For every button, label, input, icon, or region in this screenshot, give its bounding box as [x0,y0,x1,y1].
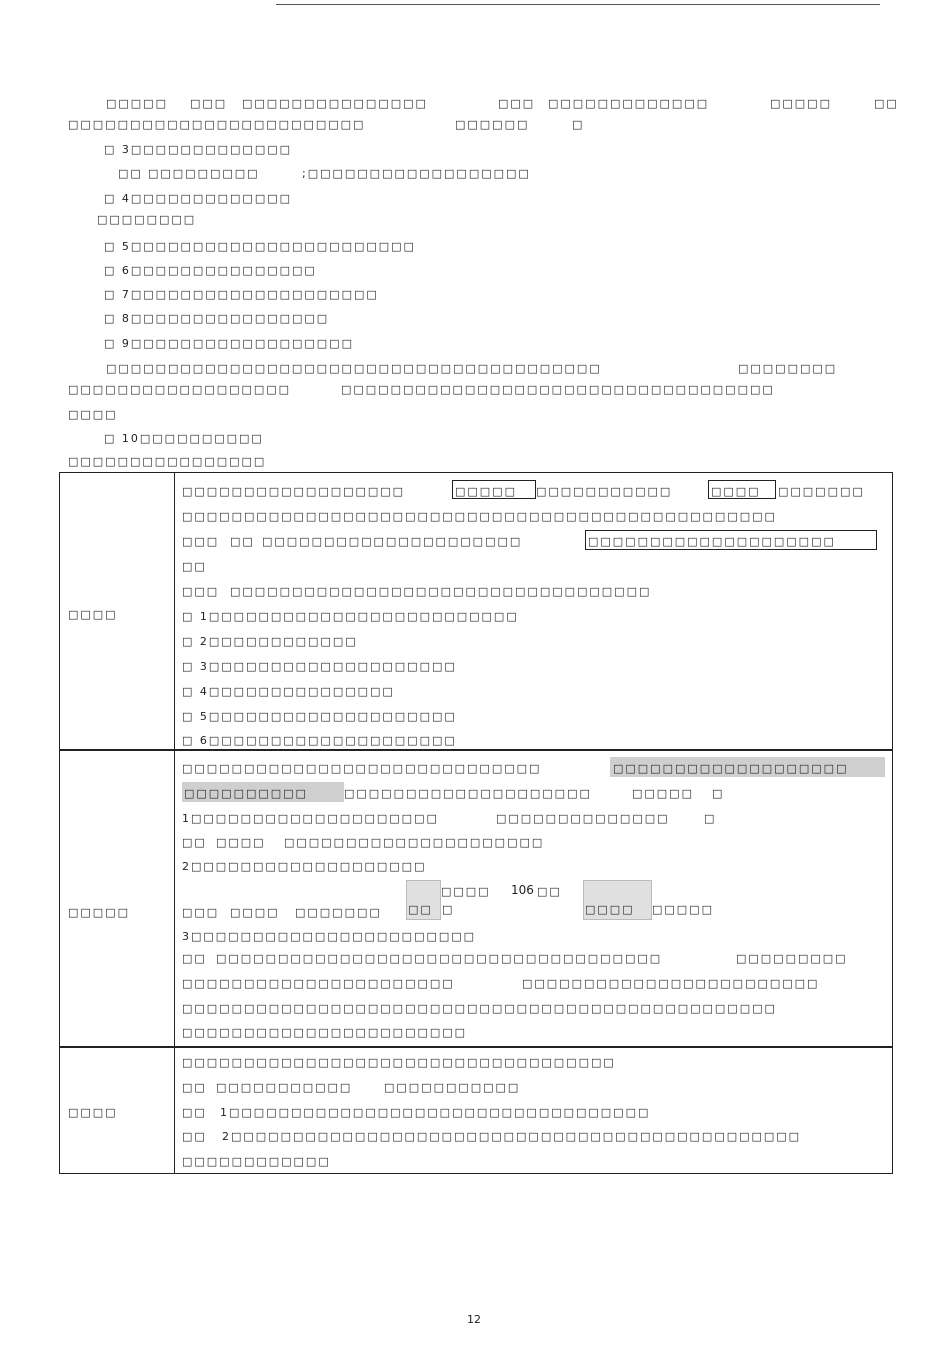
cell-text: □□□□□□□□□□□□□□□□□□□□□□□□ [522,977,820,990]
cell-text: □□□□□□□□□□□□□□□□□□□□□ [262,535,523,548]
cell-text: □ [442,903,455,916]
cell-text: □□□□□□□□□□□□□□□□□□□□□□ [182,977,455,990]
cell-text: □□□□□□□□□□ [184,787,308,800]
intro-text: □□□□□□□□□□□□□□□□□□□□□□□□ [68,118,366,131]
cell-text: □□ [182,1081,207,1094]
intro-text: ;□□□□□□□□□□□□□□□□□□ [302,167,531,180]
cell-text: □□□□□□□□□□□□□□□□□□□□□□□□□□□□□□□□□□ [230,585,652,598]
intro-text: □□□□ [68,408,118,421]
list-item: □ 5□□□□□□□□□□□□□□□□□□□□□□□ [104,240,416,253]
cell-text: □ 4□□□□□□□□□□□□□□□ [182,685,395,698]
cell-text: 3□□□□□□□□□□□□□□□□□□□□□□□ [182,930,477,943]
cell-text: □ 6□□□□□□□□□□□□□□□□□□□□ [182,734,457,747]
header-rule [276,4,880,5]
list-item: □ 8□□□□□□□□□□□□□□□□ [104,312,330,325]
cell-text: □□□□□□□ [778,485,865,498]
intro-text: □□□□□□□□□□□□□ [548,97,710,110]
cell-text: □□ [408,903,433,916]
cell-text: □□ [182,560,207,573]
cell-text: □□□□□ [455,485,517,498]
cell-text: 2□□□□□□□□□□□□□□□□□□□□□□□□□□□□□□□□□□□□□□□□□□□□□□ [222,1130,802,1143]
cell-text: □□□□□□□□□□□□□□□□□□ [182,485,406,498]
cell-text: □□□□□ [652,903,714,916]
intro-text: □□□□□□□□□ [148,167,260,180]
cell-text: □□□□□□□□□□□□□□□□□□□□□□□□□□□□□□□□□□□□□□□□□□□□□□□□ [182,510,777,523]
cell-text: □□□□□□□□□□□□□□□□□□□□ [588,535,836,548]
row-label: □□□□ [68,608,118,621]
cell-text: □□ [182,1106,207,1119]
cell-text: 2□□□□□□□□□□□□□□□□□□□ [182,860,427,873]
row-label: □□□□ [68,1106,118,1119]
intro-text: □□□□□□□□□□□□□□□ [242,97,428,110]
cell-text: □□ [182,952,207,965]
cell-text: □□□□ [441,885,491,898]
cell-text: □ 5□□□□□□□□□□□□□□□□□□□□ [182,710,457,723]
cell-text: □ [712,787,725,800]
intro-text: □□□□□□□□ [738,362,838,375]
cell-number: 106 [511,883,534,897]
intro-text: □□□□□ [770,97,832,110]
intro-text: □□□□□□□□□□□□□□□□□□□□□□□□□□□□□□□□□□□□□□□□ [106,362,602,375]
intro-text: □□□□□□□□ [97,213,197,226]
cell-text: □□□□ [216,836,266,849]
intro-text: □□□ [498,97,536,110]
cell-text: □ 3□□□□□□□□□□□□□□□□□□□□ [182,660,457,673]
intro-text: □□□□□ [106,97,168,110]
list-item: □ 3□□□□□□□□□□□□□ [104,143,292,156]
list-item: □ 9□□□□□□□□□□□□□□□□□□ [104,337,354,350]
cell-text: □□□□□□□□□□□ [384,1081,521,1094]
intro-text: □□□□□□□□□□□□□□□□□□□□□□□□□□□□□□□□□□□ [341,383,775,396]
cell-text: □□□ [182,535,220,548]
cell-text: □□ [230,535,255,548]
cell-text: □□□□□□□□□□□□□□□□□□□□□□□ [182,1026,468,1039]
list-item: □ 10□□□□□□□□□□ [104,432,264,445]
cell-text: □□□□ [230,906,280,919]
cell-text: □□□□□□□□□ [736,952,848,965]
cell-text: □□□□□□□□□□□□□□□□□□□□□□□□□□□□□□□□□□□□ [216,952,663,965]
cell-text: □ 1□□□□□□□□□□□□□□□□□□□□□□□□□ [182,610,519,623]
intro-text: □□□□□□□□□□□□□□□□□□ [68,383,292,396]
list-item: □ 6□□□□□□□□□□□□□□□ [104,264,317,277]
intro-text: □□ [874,97,899,110]
cell-text: □□□□□□□□□□□□□□□□□□□□□□□□□□□□□□□□□□□ [182,1056,616,1069]
cell-text: □□□ [182,585,220,598]
cell-text: □□ [182,836,207,849]
intro-text: □□□□□□ [455,118,530,131]
cell-text: □□□□□□□□□□□□□□ [496,812,670,825]
row-label: □□□□□ [68,906,130,919]
intro-text: □ [572,118,585,131]
cell-text: □□□□□□□□□□□□□□□□□□□ [613,762,849,775]
list-item: □ 4□□□□□□□□□□□□□ [104,192,292,205]
cell-text: □ 2□□□□□□□□□□□□ [182,635,358,648]
intro-text: □□ [118,167,143,180]
cell-text: □ [704,812,717,825]
cell-text: 1□□□□□□□□□□□□□□□□□□□□ [182,812,439,825]
cell-text: □□□□□□□□□□□□ [182,1155,331,1168]
cell-text: □□□□□□□□□□□ [216,1081,353,1094]
page-number: 12 [467,1313,481,1326]
cell-text: □□□□□□□□□□□□□□□□□□□□□ [284,836,545,849]
cell-text: □□ [182,1130,207,1143]
cell-text: □□□□□□□ [295,906,382,919]
cell-text: 1□□□□□□□□□□□□□□□□□□□□□□□□□□□□□□□□□□ [220,1106,651,1119]
cell-text: □□□□□□□□□□□□□□□□□□□□ [344,787,592,800]
cell-text: □□□□□ [632,787,694,800]
cell-text: □□□□ [711,485,761,498]
cell-text: □□ [537,885,562,898]
intro-text: □□□□□□□□□□□□□□□□ [68,455,267,468]
cell-text: □□□□□□□□□□□ [536,485,673,498]
cell-text: □□□□ [585,903,635,916]
cell-text: □□□ [182,906,220,919]
cell-text: □□□□□□□□□□□□□□□□□□□□□□□□□□□□□ [182,762,542,775]
list-item: □ 7□□□□□□□□□□□□□□□□□□□□ [104,288,379,301]
intro-text: □□□ [190,97,228,110]
cell-text: □□□□□□□□□□□□□□□□□□□□□□□□□□□□□□□□□□□□□□□□□□□□□□□□ [182,1002,777,1015]
